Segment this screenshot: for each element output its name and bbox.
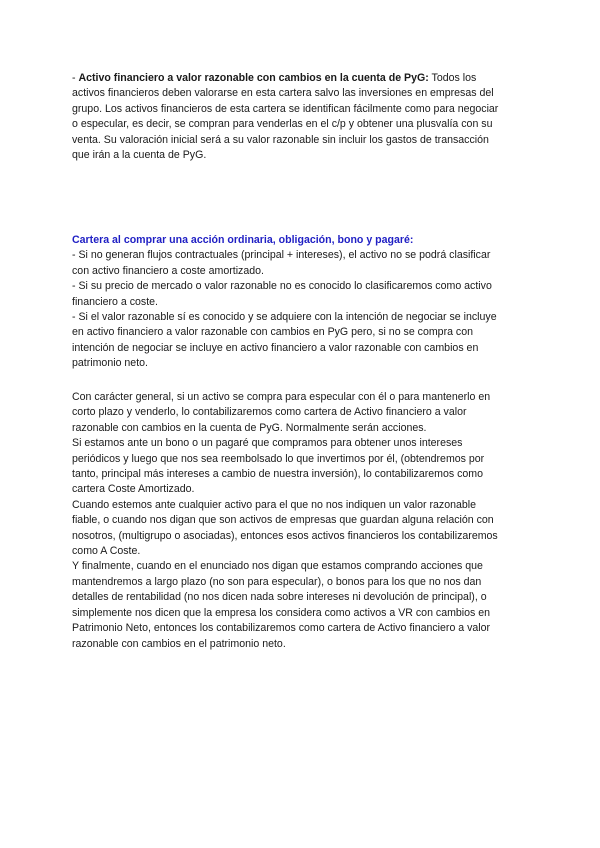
text-line: detalles de rentabilidad (no nos dicen nada sobre intereses ni devolución de principal), o <box>72 591 487 604</box>
text-line: o especular, es decir, se compran para venderlas en el c/p y obtener una plusvalía con su <box>72 118 493 131</box>
text-line: patrimonio neto. <box>72 357 148 370</box>
text-line: financiero a coste. <box>72 295 158 308</box>
lead-rest-text: Todos los <box>428 72 477 84</box>
section-heading: Cartera al comprar una acción ordinaria, obligación, bono y pagaré: <box>72 234 414 246</box>
text-line: tanto, principal más intereses a cambio de nuestra inversión), lo contabilizaremos como <box>72 468 483 481</box>
text-line: con activo financiero a coste amortizado. <box>72 264 264 277</box>
text-line: simplemente nos dicen que la empresa los considera como activos a VR con cambios en <box>72 606 491 619</box>
text-line: intención de negociar se incluye en activo financiero a valor razonable con cambios en <box>72 341 479 354</box>
text-line: - Si no generan flujos contractuales (principal + intereses), el activo no se podrá clasificar <box>72 249 491 262</box>
text-line: periódicos y luego que nos sea reembolsado lo que invertimos por él, (obtendremos por <box>72 452 485 465</box>
text-line: Y finalmente, cuando en el enunciado nos digan que estamos comprando acciones que <box>72 560 483 573</box>
text-line: que irán a la cuenta de PyG. <box>72 149 207 162</box>
text-line: - Si el valor razonable sí es conocido y se adquiere con la intención de negociar se incluye <box>72 311 497 324</box>
text-line: como A Coste. <box>72 545 141 558</box>
text-line: venta. Su valoración inicial será a su valor razonable sin incluir los gastos de transacción <box>72 133 489 146</box>
text-line: razonable con cambios en el patrimonio neto. <box>72 637 286 650</box>
text-line: razonable con cambios en la cuenta de PyG. Normalmente serán acciones. <box>72 421 427 434</box>
section-portfolio-classification <box>72 233 532 372</box>
paragraph-general-rules <box>72 390 532 652</box>
text-line: Si estamos ante un bono o un pagaré que compramos para obtener unos intereses <box>72 437 463 450</box>
text-line: Patrimonio Neto, entonces los contabilizaremos como cartera de Activo financiero a valor <box>72 622 491 635</box>
paragraph-fvpl-definition <box>72 71 532 163</box>
paragraph-lead-line <box>72 71 532 86</box>
text-line: grupo. Los activos financieros de esta cartera se identifican fácilmente como para negociar <box>72 102 499 115</box>
text-line: en activo financiero a valor razonable con cambios en PyG pero, si no se compra con <box>72 326 474 339</box>
text-line: - Si su precio de mercado o valor razonable no es conocido lo clasificaremos como activo <box>72 280 492 293</box>
text-line: activos financieros deben valorarse en esta cartera salvo las inversiones en empresas del <box>72 87 494 100</box>
text-line: corto plazo y venderlo, lo contabilizaremos como cartera de Activo financiero a valor <box>72 406 467 419</box>
text-line: mantendremos a largo plazo (no son para especular), o bonos para los que no nos dan <box>72 575 482 588</box>
text-line: Cuando estemos ante cualquier activo para el que no nos indiquen un valor razonable <box>72 498 477 511</box>
text-line: fiable, o cuando nos digan que son activos de empresas que guardan alguna relación con <box>72 514 494 527</box>
text-line: Con carácter general, si un activo se compra para especular con él o para mantenerlo en <box>72 391 491 403</box>
text-line: nosotros, (multigrupo o asociadas), entonces esos activos financieros los contabilizaremos <box>72 529 498 542</box>
term-bold: Activo financiero a valor razonable con cambios en la cuenta de PyG: <box>78 72 429 84</box>
text-line: cartera Coste Amortizado. <box>72 483 195 496</box>
bullet-dash: - <box>72 72 79 84</box>
